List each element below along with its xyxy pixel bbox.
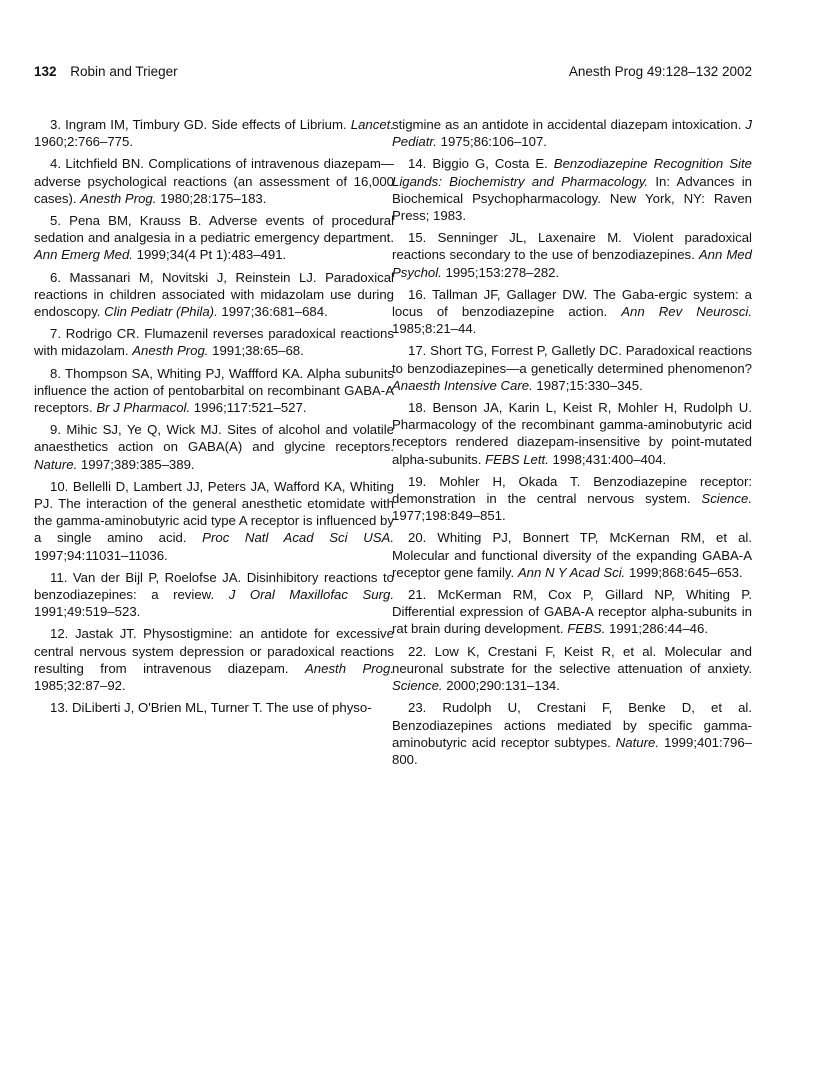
page-number: 132	[34, 64, 57, 79]
reference-item: 6. Massanari M, Novitski J, Reinstein LJ. Paradoxical reactions in children associated with midazolam use during endoscopy. Clin Pediatr (Phila). 1997;36:681–684.	[34, 269, 394, 320]
reference-item: 7. Rodrigo CR. Flumazenil reverses paradoxical reactions with midazolam. Anesth Prog. 1991;38:65–68.	[34, 326, 394, 359]
reference-column-right	[392, 116, 752, 773]
reference-item: 11. Van der Bijl P, Roelofse JA. Disinhibitory reactions to benzodiazepines: a review. J Oral Maxillofac Surg. 1991;49:519–523.	[34, 569, 394, 620]
reference-item: 13. DiLiberti J, O'Brien ML, Turner T. The use of physo-	[50, 700, 372, 716]
journal-info: Anesth Prog 49:128–132 2002	[568, 64, 752, 79]
running-authors: Robin and Trieger	[70, 64, 178, 79]
reference-item: 21. McKerman RM, Cox P, Gillard NP, Whiting P. Differential expression of GABA-A receptor alpha-subunits in rat brain during development. FEBS. 1991;286:44–46.	[392, 587, 752, 637]
reference-item: 20. Whiting PJ, Bonnert TP, McKernan RM, et al. Molecular and functional diversity of the expanding GABA-A receptor gene family. Ann N Y Acad Sci. 1999;868:645–653.	[392, 530, 752, 580]
reference-item: 8. Thompson SA, Whiting PJ, Waffford KA. Alpha subunits influence the action of pentobarbital on recombinant GABA-A receptors. Br J Pharmacol. 1996;117:521–527.	[34, 365, 394, 416]
reference-item: 23. Rudolph U, Crestani F, Benke D, et al. Benzodiazepines actions mediated by specific gamma-aminobutyric acid receptor subtypes. Nature. 1999;401:796–800.	[392, 700, 752, 767]
reference-item: 4. Litchfield BN. Complications of intravenous diazepam—adverse psychological reactions (an assessment of 16,000 cases). Anesth Prog. 1980;28:175–183.	[34, 156, 394, 206]
reference-continuation: stigmine as an antidote in accidental diazepam intoxication. J Pediatr. 1975;86:106–107.	[392, 117, 752, 150]
reference-item: 15. Senninger JL, Laxenaire M. Violent paradoxical reactions secondary to the use of benzodiazepines. Ann Med Psychol. 1995;153:278–282.	[392, 230, 752, 280]
reference-item: 16. Tallman JF, Gallager DW. The Gaba-ergic system: a locus of benzodiazepine action. Ann Rev Neurosci. 1985;8:21–44.	[392, 286, 752, 337]
running-header	[34, 62, 752, 82]
reference-column-left	[34, 116, 394, 722]
reference-item: 10. Bellelli D, Lambert JJ, Peters JA, Wafford KA, Whiting PJ. The interaction of the general anesthetic etomidate with the gamma-aminobutyric acid type A receptor is influenced by a single amino acid. Proc Natl Acad Sci USA. 1997;94:11031–11036.	[34, 478, 394, 563]
reference-item: 5. Pena BM, Krauss B. Adverse events of procedural sedation and analgesia in a pediatric emergency department. Ann Emerg Med. 1999;34(4 Pt 1):483–491.	[34, 213, 394, 263]
reference-item: 12. Jastak JT. Physostigmine: an antidote for excessive central nervous system depression or paradoxical reactions resulting from intravenous diazepam. Anesth Prog. 1985;32:87–92.	[34, 626, 394, 694]
reference-item: 3. Ingram IM, Timbury GD. Side effects of Librium. Lancet. 1960;2:766–775.	[34, 117, 394, 150]
reference-item: 22. Low K, Crestani F, Keist R, et al. Molecular and neuronal substrate for the selective attenuation of anxiety. Science. 2000;290:131–134.	[392, 643, 752, 694]
reference-item: 14. Biggio G, Costa E. Benzodiazepine Recognition Site Ligands: Biochemistry and Pharmacology. In: Advances in Biochemical Psychopharmacology. New York, NY: Raven Press; 1983.	[392, 156, 752, 224]
reference-item: 18. Benson JA, Karin L, Keist R, Mohler H, Rudolph U. Pharmacology of the recombinant gamma-aminobutyric acid receptors rendered diazepam-insensitive by point-mutated alpha-subunits. FEBS Lett. 1998;431:400–404.	[392, 400, 752, 467]
reference-item: 9. Mihic SJ, Ye Q, Wick MJ. Sites of alcohol and volatile anaesthetics action on GABA(A) and glycine receptors. Nature. 1997;389:385–389.	[34, 422, 394, 472]
reference-item: 19. Mohler H, Okada T. Benzodiazepine receptor: demonstration in the central nervous system. Science. 1977;198:849–851.	[392, 473, 752, 524]
reference-item: 17. Short TG, Forrest P, Galletly DC. Paradoxical reactions to benzodiazepines—a genetically determined phenomenon? Anaesth Intensive Care. 1987;15:330–345.	[392, 343, 752, 393]
